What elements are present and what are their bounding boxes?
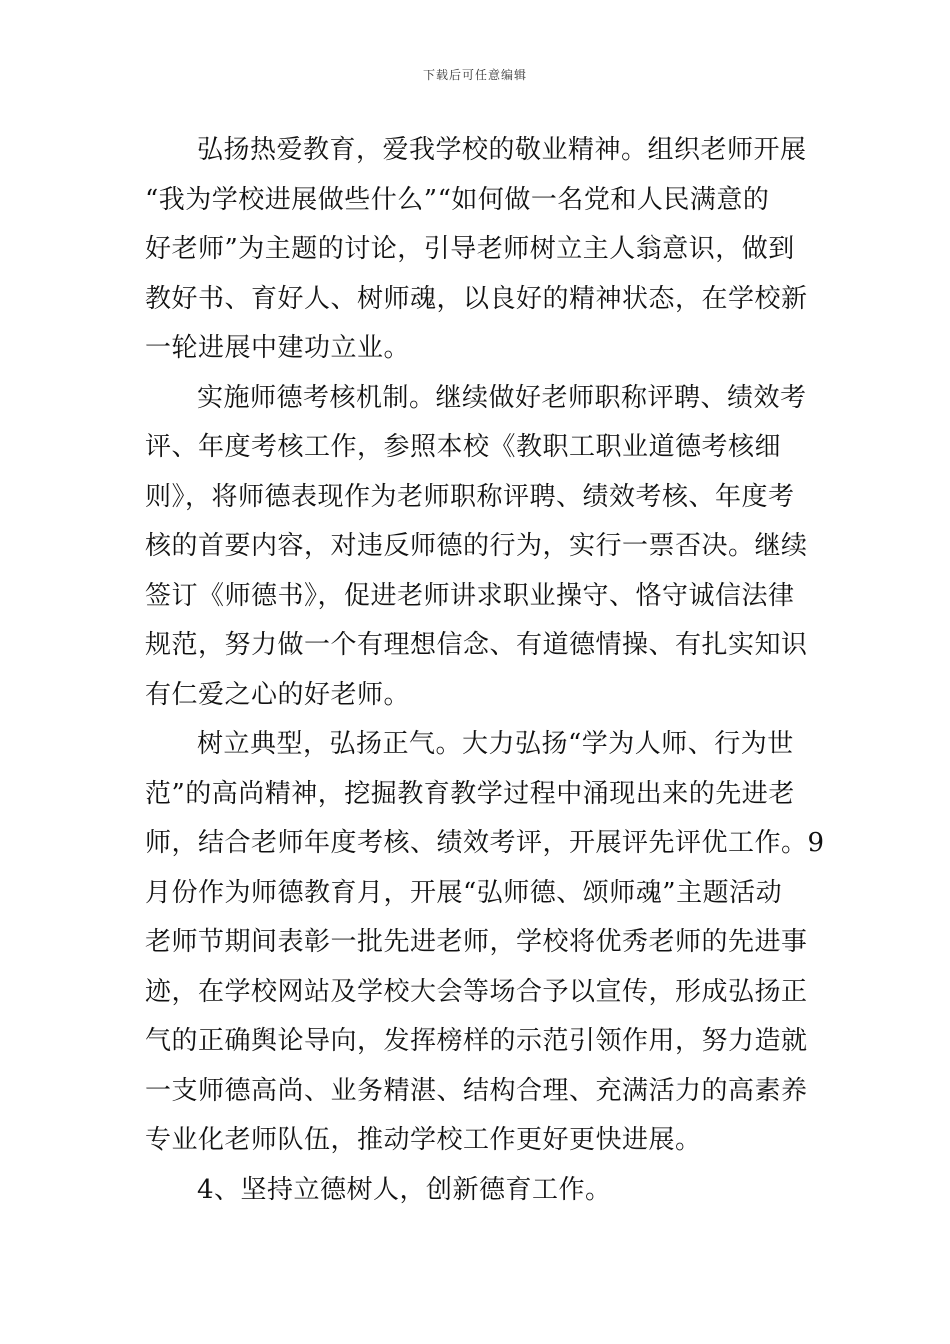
paragraph-2-line-1: 实施师德考核机制。继续做好老师职称评聘、绩效考 — [197, 382, 807, 413]
paragraph-3-line-2: 范”的高尚精神，挖掘教育教学过程中涌现出来的先进老 — [145, 778, 795, 809]
paragraph-3-line-5: 老师节期间表彰一批先进老师，学校将优秀老师的先进事 — [145, 927, 808, 957]
paragraph-1-line-5: 一轮进展中建功立业。 — [145, 333, 411, 363]
paragraph-2-line-5: 签订《师德书》，促进老师讲求职业操守、恪守诚信法律 — [145, 580, 795, 611]
paragraph-1-line-4: 教好书、育好人、树师魂，以良好的精神状态，在学校新 — [145, 283, 808, 314]
section-heading-4: 4、坚持立德树人，创新德育工作。 — [197, 1174, 612, 1205]
document-body — [145, 126, 825, 1215]
paragraph-2-line-6: 规范，努力做一个有理想信念、有道德情操、有扎实知识 — [145, 630, 808, 660]
paragraph-2-line-2: 评、年度考核工作，参照本校《教职工职业道德考核细 — [145, 432, 782, 462]
paragraph-3-line-8: 一支师德高尚、业务精湛、结构合理、充满活力的高素养 — [145, 1075, 808, 1106]
paragraph-3-line-6: 迹，在学校网站及学校大会等场合予以宣传，形成弘扬正 — [145, 976, 808, 1007]
paragraph-1-line-1: 弘扬热爱教育，爱我学校的敬业精神。组织老师开展 — [197, 135, 807, 165]
paragraph-3-line-7: 气的正确舆论导向，发挥榜样的示范引领作用，努力造就 — [145, 1026, 808, 1056]
paragraph-2-line-4: 核的首要内容，对违反师德的行为，实行一票否决。继续 — [145, 531, 808, 561]
header-note: 下载后可任意编辑 — [422, 68, 527, 82]
paragraph-3-line-4: 月份作为师德教育月，开展“弘师德、颂师魂”主题活动 — [145, 877, 783, 908]
paragraph-2-line-3: 则》，将师德表现作为老师职称评聘、绩效考核、年度考 — [145, 481, 795, 512]
paragraph-2-line-7: 有仁爱之心的好老师。 — [145, 679, 411, 710]
paragraph-1-line-3: 好老师”为主题的讨论，引导老师树立主人翁意识，做到 — [145, 234, 795, 264]
paragraph-1-line-2: “我为学校进展做些什么”“如何做一名党和人民满意的 — [145, 184, 770, 215]
paragraph-3-line-9: 专业化老师队伍，推动学校工作更好更快进展。 — [145, 1125, 702, 1155]
paragraph-3-line-1: 树立典型，弘扬正气。大力弘扬“学为人师、行为世 — [197, 729, 794, 759]
paragraph-3-line-3: 师，结合老师年度考核、绩效考评，开展评先评优工作。9 — [145, 828, 825, 858]
